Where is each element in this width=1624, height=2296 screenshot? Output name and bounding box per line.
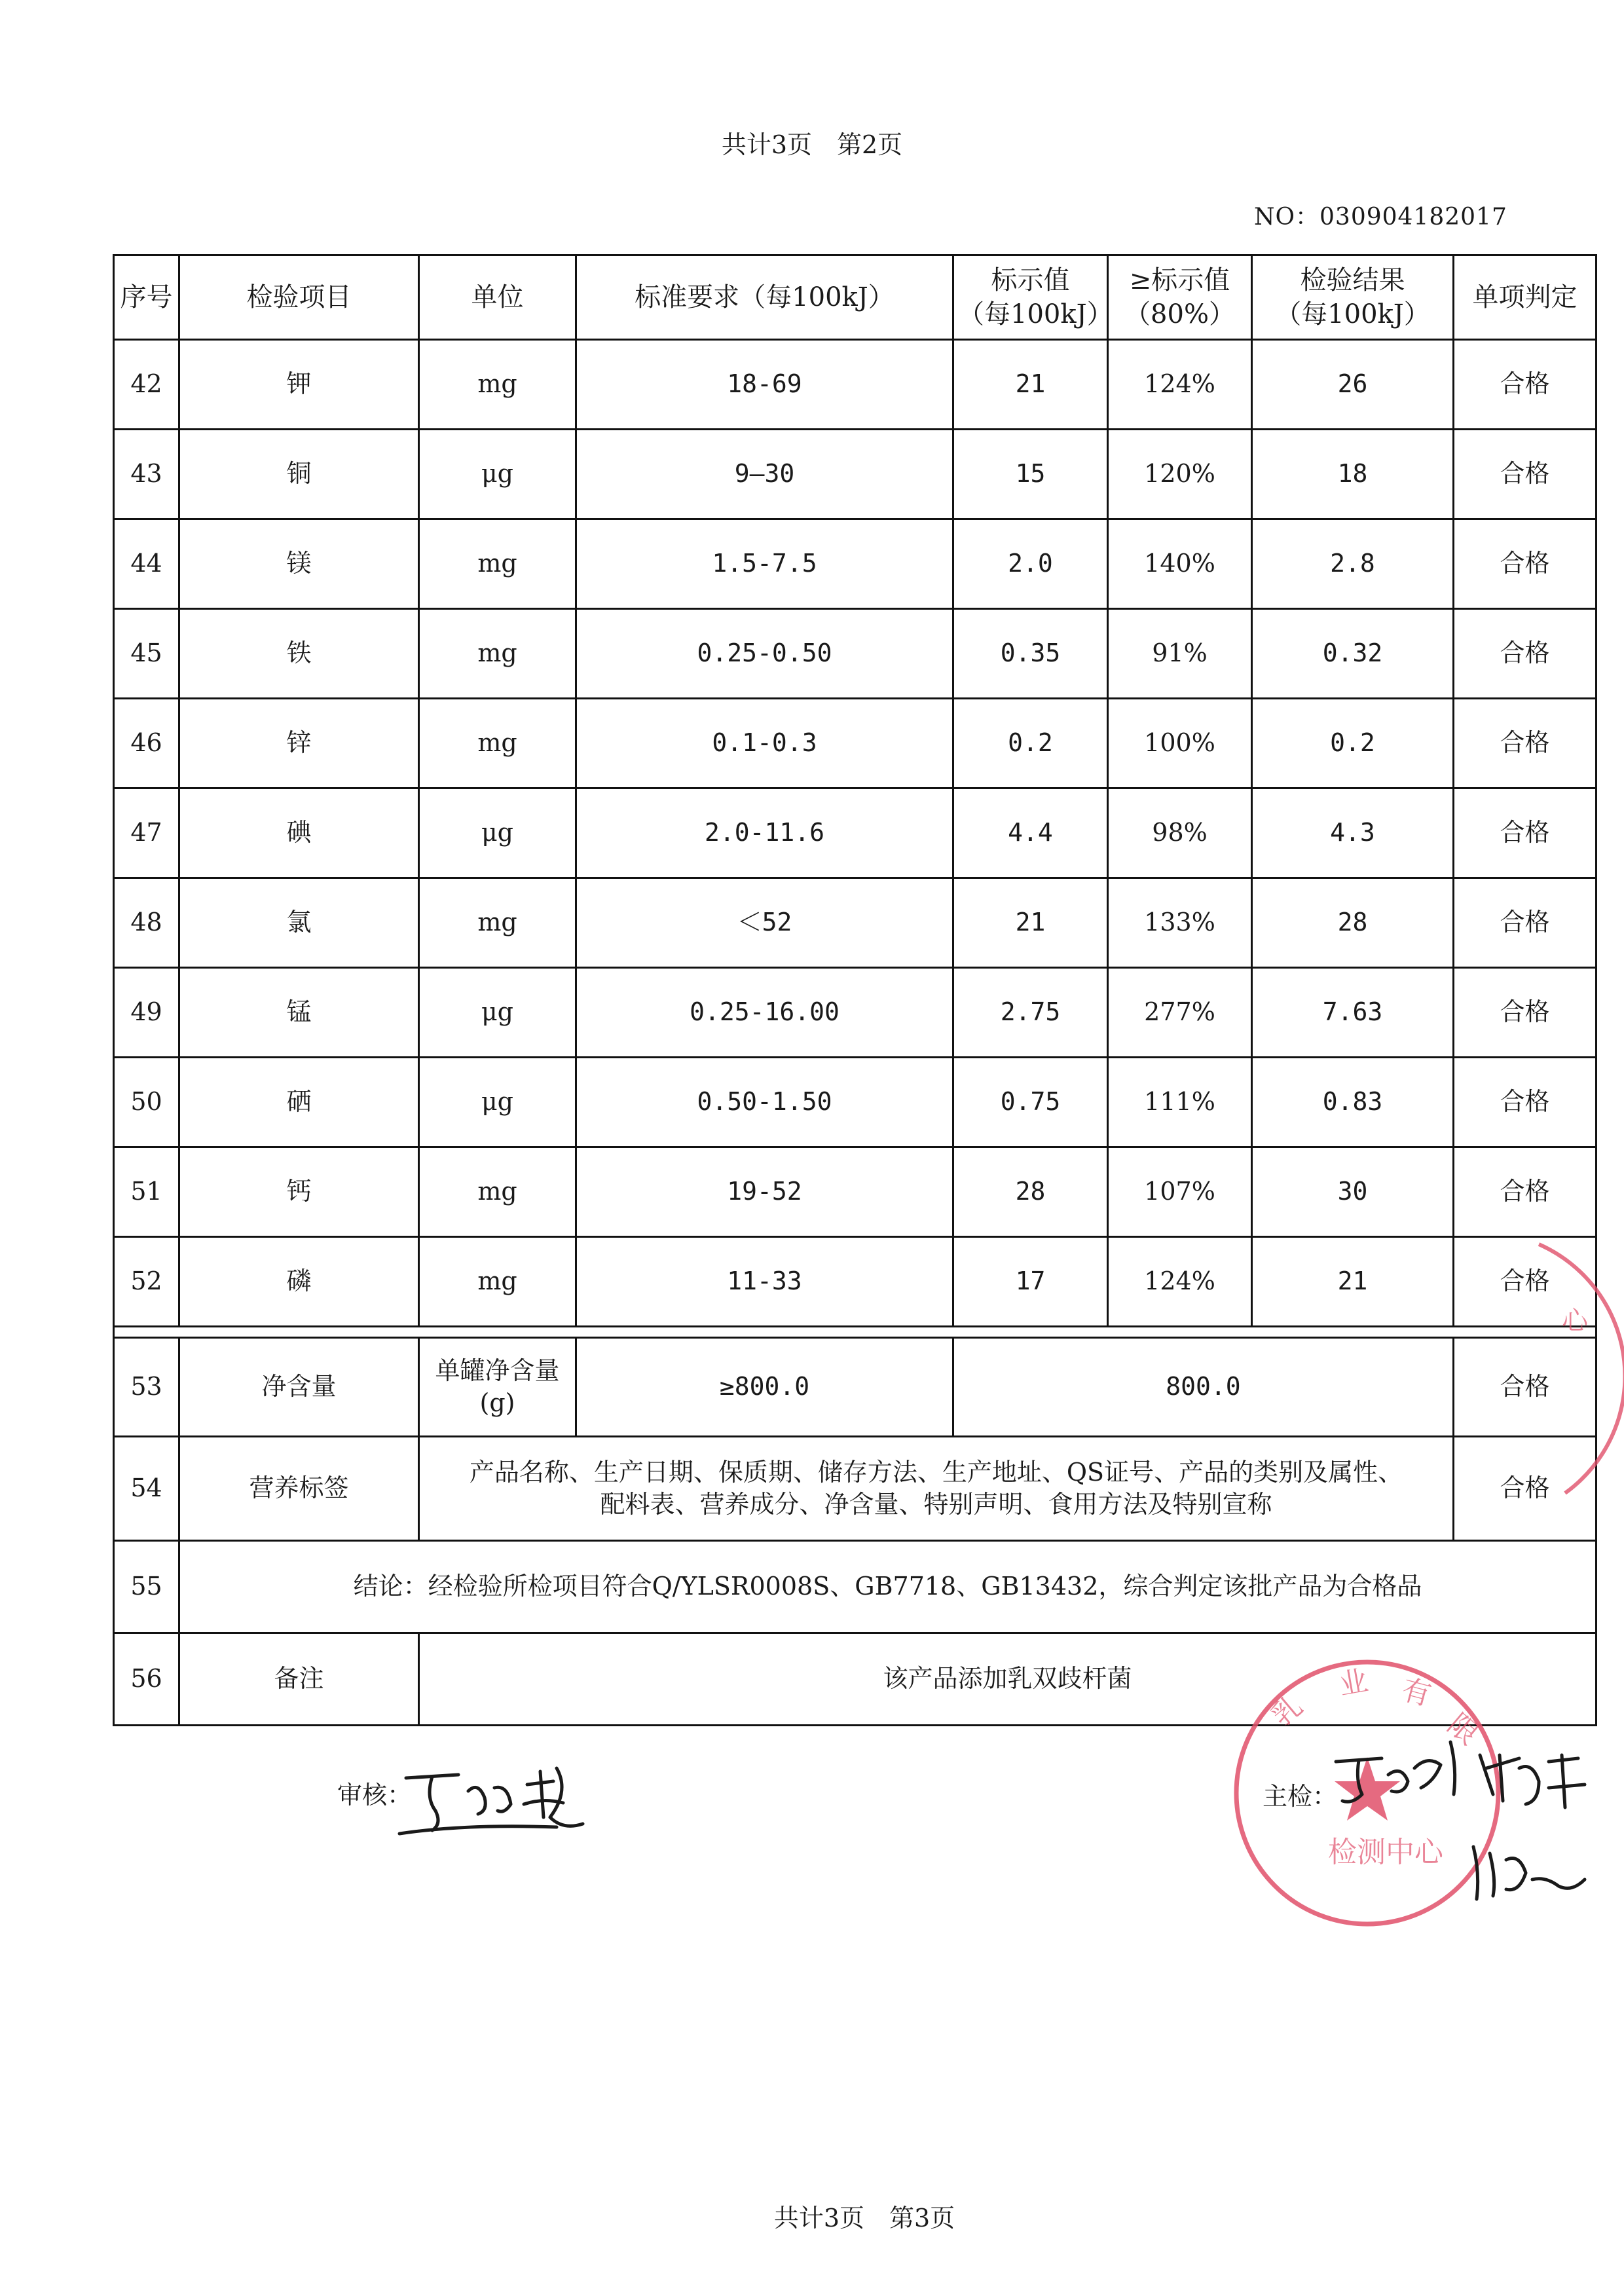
review-signature <box>386 1752 609 1850</box>
header-result-line2: （每100kJ） <box>1275 299 1430 329</box>
row-unit: mg <box>419 340 576 430</box>
row-no: 53 <box>114 1338 179 1437</box>
row-item: 铜 <box>179 430 419 519</box>
row-judgement: 合格 <box>1454 1437 1596 1541</box>
row-unit: μg <box>419 968 576 1058</box>
row-standard: 18-69 <box>576 340 953 430</box>
row-no: 48 <box>114 878 179 968</box>
row-judgement: 合格 <box>1454 788 1596 878</box>
header-standard: 标准要求（每100kJ） <box>576 255 953 340</box>
row-label-value: 0.75 <box>953 1058 1108 1147</box>
partial-seal <box>1526 1231 1624 1506</box>
inspection-table <box>113 254 1597 1726</box>
row-no: 50 <box>114 1058 179 1147</box>
svg-text:乳: 乳 <box>1265 1689 1309 1733</box>
row-judgement: 合格 <box>1454 1237 1596 1327</box>
row-ratio: 111% <box>1108 1058 1252 1147</box>
row-judgement: 合格 <box>1454 1147 1596 1237</box>
row-judgement: 合格 <box>1454 1058 1596 1147</box>
row-unit-line2: (g) <box>479 1388 515 1417</box>
table-row <box>114 788 1596 878</box>
row-no: 52 <box>114 1237 179 1327</box>
row-item: 净含量 <box>179 1338 419 1437</box>
row-standard: 0.25-16.00 <box>576 968 953 1058</box>
row-result: 2.8 <box>1252 519 1454 609</box>
table-row <box>114 1147 1596 1237</box>
row-standard: ≥800.0 <box>576 1338 953 1437</box>
row-standard: 0.25-0.50 <box>576 609 953 699</box>
page-number-header: 共计3页 第2页 <box>721 130 903 159</box>
row-no: 46 <box>114 699 179 788</box>
row-result: 4.3 <box>1252 788 1454 878</box>
row-judgement: 合格 <box>1454 878 1596 968</box>
row-judgement: 合格 <box>1454 609 1596 699</box>
row-ratio: 120% <box>1108 430 1252 519</box>
table-row <box>114 1058 1596 1147</box>
conclusion-text: 结论：经检验所检项目符合Q/YLSR0008S、GB7718、GB13432，综合判定该批产品为合格品 <box>179 1541 1596 1633</box>
report-number: NO：030904182017 <box>1254 204 1507 231</box>
row-ratio: 91% <box>1108 609 1252 699</box>
row-ratio: 124% <box>1108 1237 1252 1327</box>
row-result: 26 <box>1252 340 1454 430</box>
row-label-value: 0.2 <box>953 699 1108 788</box>
row-ratio: 100% <box>1108 699 1252 788</box>
row-standard: 19-52 <box>576 1147 953 1237</box>
row-label-value: 2.75 <box>953 968 1108 1058</box>
row-judgement: 合格 <box>1454 699 1596 788</box>
row-label-text-line1: 产品名称、生产日期、保质期、储存方法、生产地址、QS证号、产品的类别及属性、 <box>469 1457 1403 1487</box>
row-item: 备注 <box>179 1633 419 1726</box>
chief-inspector-label: 主检： <box>1263 1782 1338 1811</box>
table-header-row <box>114 255 1596 340</box>
header-ratio-line2: （80%） <box>1124 299 1235 329</box>
header-no: 序号 <box>114 255 179 340</box>
table-row <box>114 1237 1596 1327</box>
header-result <box>1252 255 1454 340</box>
svg-text:心: 心 <box>1562 1306 1588 1336</box>
row-standard: ＜52 <box>576 878 953 968</box>
svg-text:有: 有 <box>1398 1673 1435 1713</box>
row-item: 营养标签 <box>179 1437 419 1541</box>
header-result-line1: 检验结果 <box>1300 265 1405 295</box>
row-result: 7.63 <box>1252 968 1454 1058</box>
row-label-value: 17 <box>953 1237 1108 1327</box>
row-no: 49 <box>114 968 179 1058</box>
row-unit: mg <box>419 699 576 788</box>
table-row <box>114 878 1596 968</box>
row-judgement: 合格 <box>1454 968 1596 1058</box>
row-item: 锰 <box>179 968 419 1058</box>
row-item: 碘 <box>179 788 419 878</box>
row-label-value: 15 <box>953 430 1108 519</box>
row-standard: 2.0-11.6 <box>576 788 953 878</box>
row-result: 0.2 <box>1252 699 1454 788</box>
row-no: 51 <box>114 1147 179 1237</box>
row-ratio: 107% <box>1108 1147 1252 1237</box>
row-result: 30 <box>1252 1147 1454 1237</box>
page-number-footer: 共计3页 第3页 <box>773 2204 955 2232</box>
row-unit: mg <box>419 1147 576 1237</box>
row-unit: μg <box>419 788 576 878</box>
row-item: 镁 <box>179 519 419 609</box>
row-judgement: 合格 <box>1454 1338 1596 1437</box>
remark-text: 该产品添加乳双歧杆菌 <box>419 1633 1596 1726</box>
table-row <box>114 430 1596 519</box>
row-judgement: 合格 <box>1454 340 1596 430</box>
row-standard: 0.1-0.3 <box>576 699 953 788</box>
row-label-value: 4.4 <box>953 788 1108 878</box>
row-unit-line1: 单罐净含量 <box>435 1356 560 1385</box>
row-label-text <box>419 1437 1454 1541</box>
row-item: 锌 <box>179 699 419 788</box>
row-item: 钙 <box>179 1147 419 1237</box>
row-label-value: 21 <box>953 340 1108 430</box>
row-item: 铁 <box>179 609 419 699</box>
row-unit <box>419 1338 576 1437</box>
row-standard: 9—30 <box>576 430 953 519</box>
row-result: 0.32 <box>1252 609 1454 699</box>
row-item: 钾 <box>179 340 419 430</box>
row-result: 800.0 <box>953 1338 1454 1437</box>
row-standard: 11-33 <box>576 1237 953 1327</box>
row-result: 21 <box>1252 1237 1454 1327</box>
row-no: 56 <box>114 1633 179 1726</box>
header-judgement: 单项判定 <box>1454 255 1596 340</box>
header-unit: 单位 <box>419 255 576 340</box>
row-no: 54 <box>114 1437 179 1541</box>
table-separator <box>114 1327 1596 1338</box>
row-ratio: 124% <box>1108 340 1252 430</box>
row-no: 47 <box>114 788 179 878</box>
row-ratio: 140% <box>1108 519 1252 609</box>
row-unit: μg <box>419 1058 576 1147</box>
row-unit: mg <box>419 1237 576 1327</box>
chief-signatures <box>1323 1729 1611 1912</box>
row-judgement: 合格 <box>1454 519 1596 609</box>
table-row-55 <box>114 1541 1596 1633</box>
row-ratio: 98% <box>1108 788 1252 878</box>
row-label-value: 28 <box>953 1147 1108 1237</box>
table-row <box>114 699 1596 788</box>
table-row <box>114 519 1596 609</box>
row-ratio: 277% <box>1108 968 1252 1058</box>
row-unit: mg <box>419 609 576 699</box>
table-row-53 <box>114 1338 1596 1437</box>
header-label-line1: 标示值 <box>991 265 1070 295</box>
header-ratio-line1: ≥标示值 <box>1129 265 1230 295</box>
row-standard: 0.50-1.50 <box>576 1058 953 1147</box>
table-row <box>114 340 1596 430</box>
row-label-text-line2: 配料表、营养成分、净含量、特别声明、食用方法及特别宣称 <box>600 1490 1272 1519</box>
table-row <box>114 968 1596 1058</box>
row-result: 0.83 <box>1252 1058 1454 1147</box>
svg-text:检测中心: 检测中心 <box>1328 1836 1443 1869</box>
header-label-value <box>953 255 1113 340</box>
row-judgement: 合格 <box>1454 430 1596 519</box>
row-ratio: 133% <box>1108 878 1252 968</box>
svg-text:限: 限 <box>1441 1707 1485 1752</box>
row-item: 硒 <box>179 1058 419 1147</box>
row-no: 55 <box>114 1541 179 1633</box>
row-item: 氯 <box>179 878 419 968</box>
review-label: 审核： <box>337 1781 413 1809</box>
svg-text:业: 业 <box>1337 1663 1371 1702</box>
row-unit: mg <box>419 519 576 609</box>
row-no: 44 <box>114 519 179 609</box>
row-label-value: 0.35 <box>953 609 1108 699</box>
table-row-54 <box>114 1437 1596 1541</box>
header-label-line2: （每100kJ） <box>958 299 1113 329</box>
row-no: 42 <box>114 340 179 430</box>
row-standard: 1.5-7.5 <box>576 519 953 609</box>
row-unit: mg <box>419 878 576 968</box>
table-row <box>114 609 1596 699</box>
header-item: 检验项目 <box>179 255 419 340</box>
row-label-value: 2.0 <box>953 519 1108 609</box>
row-result: 28 <box>1252 878 1454 968</box>
row-no: 43 <box>114 430 179 519</box>
row-no: 45 <box>114 609 179 699</box>
row-label-value: 21 <box>953 878 1108 968</box>
header-ratio <box>1108 255 1252 340</box>
row-item: 磷 <box>179 1237 419 1327</box>
row-unit: μg <box>419 430 576 519</box>
row-result: 18 <box>1252 430 1454 519</box>
